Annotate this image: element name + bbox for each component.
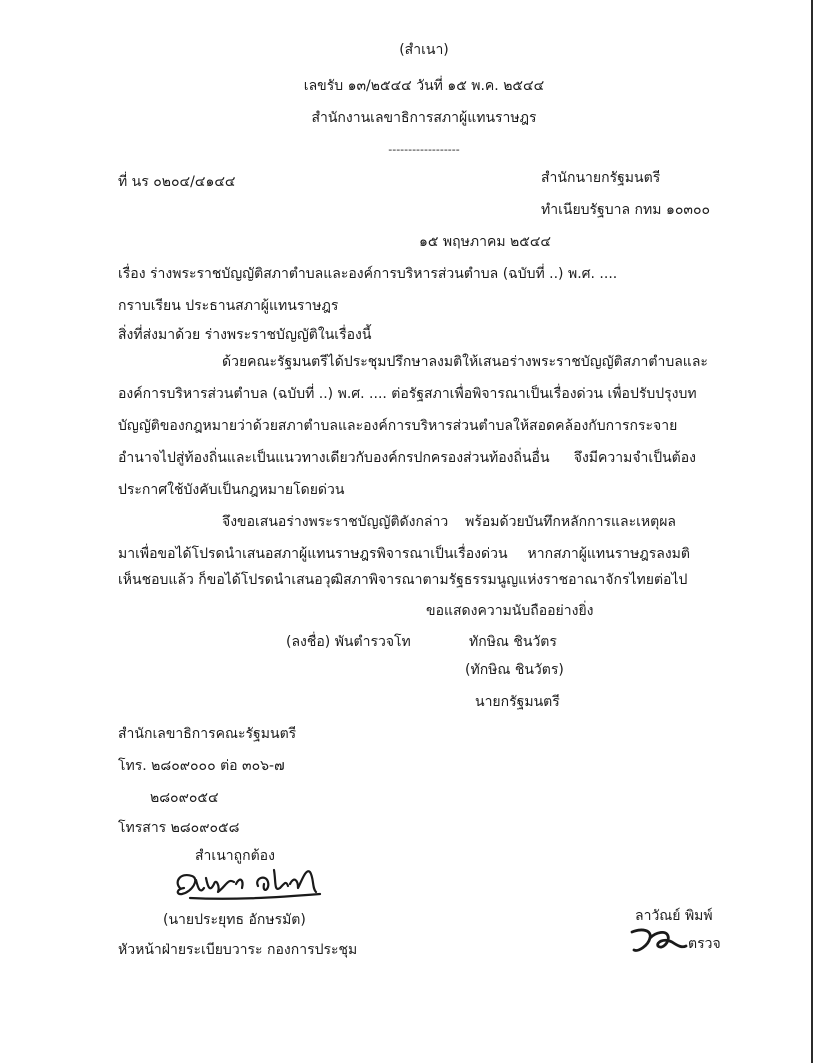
certified-copy-label: สำเนาถูกต้อง [195, 848, 275, 864]
body-line: ประกาศใช้บังคับเป็นกฎหมายโดยด่วน [118, 482, 345, 498]
footer-telephone: โทร. ๒๘๐๙๐๐๐ ต่อ ๓๐๖-๗ [118, 758, 285, 774]
subject-line: เรื่อง ร่างพระราชบัญญัติสภาตำบลและองค์การบริหารส่วนตำบล (ฉบับที่ ..) พ.ศ. .... [118, 266, 618, 282]
copy-mark: (สำเนา) [399, 42, 449, 58]
body-line: เห็นชอบแล้ว ก็ขอได้โปรดนำเสนอวุฒิสภาพิจารณาตามรัฐธรรมนูญแห่งราชอาณาจักรไทยต่อไป [118, 572, 688, 588]
footer-fax: โทรสาร ๒๘๐๙๐๕๘ [118, 820, 240, 836]
footer-telephone-extra: ๒๘๐๙๐๕๔ [150, 790, 219, 806]
typist-note: ลาวัณย์ พิมพ์ [635, 908, 713, 924]
certifier-title: หัวหน้าฝ่ายระเบียบวาระ กองการประชุม [118, 942, 358, 958]
body-line: อำนาจไปสู่ท้องถิ่นและเป็นแนวทางเดียวกับองค์กรปกครองส่วนท้องถิ่นอื่น จึงมีความจำเป็นต้อง [118, 450, 696, 466]
body-line: มาเพื่อขอได้โปรดนำเสนอสภาผู้แทนราษฎรพิจารณาเป็นเรื่องด่วน หากสภาผู้แทนราษฎรลงมติ [118, 546, 690, 562]
enclosure-line: สิ่งที่ส่งมาด้วย ร่างพระราชบัญญัติในเรื่องนี้ [118, 327, 372, 343]
receiving-office: สำนักงานเลขาธิการสภาผู้แทนราษฎร [311, 110, 537, 126]
body-line: จึงขอเสนอร่างพระราชบัญญัติดังกล่าว พร้อมด้วยบันทึกหลักการและเหตุผล [222, 514, 676, 530]
certifier-name: (นายประยุทธ อักษรมัต) [163, 912, 306, 928]
body-line: ด้วยคณะรัฐมนตรีได้ประชุมปรึกษาลงมติให้เสนอร่างพระราชบัญญัติสภาตำบลและ [222, 354, 708, 370]
header-separator: ------------------ [388, 143, 460, 156]
signed-prefix: (ลงชื่อ) พันตำรวจโท [286, 634, 411, 650]
body-line: บัญญัติของกฎหมายว่าด้วยสภาตำบลและองค์การบริหารส่วนตำบลให้สอดคล้องกับการกระจาย [118, 418, 678, 434]
certifier-signature [170, 858, 330, 908]
salutation: กราบเรียน ประธานสภาผู้แทนราษฎร [118, 298, 339, 314]
closing: ขอแสดงความนับถืออย่างยิ่ง [426, 603, 594, 619]
footer-office: สำนักเลขาธิการคณะรัฐมนตรี [118, 726, 297, 742]
sender-office: สำนักนายกรัฐมนตรี [541, 170, 661, 186]
reference-number: ที่ นร ๐๒๐๔/๔๑๔๔ [118, 174, 236, 190]
body-line: องค์การบริหารส่วนตำบล (ฉบับที่ ..) พ.ศ. .... ต่อรัฐสภาเพื่อพิจารณาเป็นเรื่องด่วน เพื่อปรับปรุงบท [118, 386, 697, 402]
signer-name: ทักษิณ ชินวัตร [469, 634, 557, 650]
checker-initials [628, 924, 688, 958]
receipt-line: เลขรับ ๑๓/๒๕๔๔ วันที่ ๑๕ พ.ค. ๒๕๔๔ [303, 78, 545, 94]
sender-address: ทำเนียบรัฐบาล กทม ๑๐๓๐๐ [541, 202, 711, 218]
signer-name-parenthesized: (ทักษิณ ชินวัตร) [465, 662, 564, 678]
signer-title: นายกรัฐมนตรี [475, 694, 560, 710]
checked-note: ตรวจ [688, 936, 721, 952]
letter-date: ๑๕ พฤษภาคม ๒๕๔๔ [419, 234, 552, 250]
